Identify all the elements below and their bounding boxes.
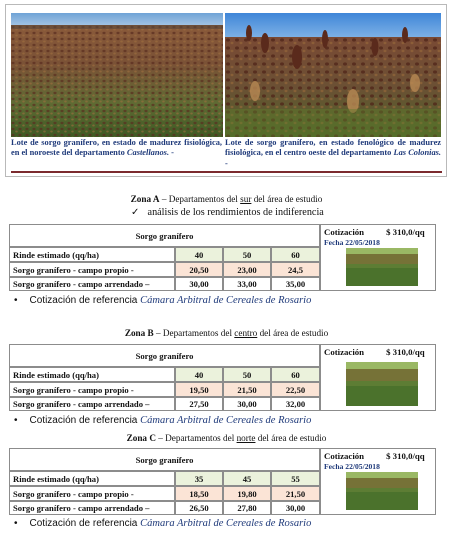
caption-end: - (225, 158, 228, 168)
cotizacion-date: Fecha 22/05/2018 (324, 238, 380, 247)
row-label-propio: Sorgo granífero - campo propio - (9, 262, 175, 277)
bullet-icon: • (14, 295, 18, 306)
cotizacion-box (320, 224, 436, 291)
row-label-rinde: Rinde estimado (qq/ha) (9, 471, 175, 486)
cotizacion-label: Cotización (324, 227, 365, 237)
bullet-source: Cámara Arbitral de Cereales de Rosario (140, 415, 312, 426)
row-label-propio: Sorgo granífero - campo propio - (9, 486, 175, 501)
cotizacion-box (320, 448, 436, 515)
caption-text: Lote de sorgo granífero, en estado fenológico de madurez fisiológica, en el centro oeste del departamento (225, 138, 441, 158)
zone-key: norte (236, 433, 256, 443)
table-header: Sorgo granífero (9, 224, 320, 247)
arrendado-cell: 30,00 (175, 277, 223, 291)
zone-title-suffix: del área de estudio (251, 194, 323, 204)
caption-end: - (169, 148, 174, 158)
zone-b-table (9, 344, 436, 411)
table-header: Sorgo granífero (9, 344, 320, 367)
panel-divider (11, 171, 442, 173)
bullet-prefix: Cotización de referencia (29, 518, 138, 529)
propio-cell: 18,50 (175, 486, 223, 501)
row-label-arrendado: Sorgo granífero - campo arrendado – (9, 397, 175, 411)
rinde-cell: 50 (223, 247, 271, 262)
reference-bullet (14, 518, 311, 529)
rinde-cell: 40 (175, 247, 223, 262)
arrendado-cell: 32,00 (271, 397, 320, 411)
photo-panel (5, 4, 447, 177)
propio-cell: 19,80 (223, 486, 271, 501)
bullet-prefix: Cotización de referencia (29, 415, 138, 426)
cotizacion-label: Cotización (324, 347, 365, 357)
photo-caption-castellanos (11, 138, 222, 169)
sorghum-thumbnail (346, 472, 418, 510)
rinde-cell: 60 (271, 247, 320, 262)
cotizacion-value: $ 310,0/qq (386, 451, 425, 461)
arrendado-cell: 33,00 (223, 277, 271, 291)
bullet-icon: • (14, 518, 18, 529)
sorghum-field-photo-las-colonias (225, 13, 441, 137)
sorghum-thumbnail (346, 248, 418, 286)
bullet-source: Cámara Arbitral de Cereales de Rosario (140, 518, 312, 529)
reference-bullet (14, 295, 311, 306)
zone-title-mid: – Departamentos del (153, 328, 235, 338)
cotizacion-box (320, 344, 436, 411)
row-label-propio: Sorgo granífero - campo propio - (9, 382, 175, 397)
propio-cell: 22,50 (271, 382, 320, 397)
row-label-rinde: Rinde estimado (qq/ha) (9, 367, 175, 382)
rinde-cell: 60 (271, 367, 320, 382)
caption-place: Castellanos. (126, 148, 170, 158)
rinde-cell: 55 (271, 471, 320, 486)
rinde-cell: 35 (175, 471, 223, 486)
row-label-rinde: Rinde estimado (qq/ha) (9, 247, 175, 262)
bullet-prefix: Cotización de referencia (29, 295, 138, 306)
propio-cell: 20,50 (175, 262, 223, 277)
zone-title-mid: – Departamentos del (155, 433, 237, 443)
zone-title-suffix: del área de estudio (257, 328, 329, 338)
caption-text: Lote de sorgo granífero, en estado de madurez fisiológica, en el noroeste del departamento (11, 138, 222, 158)
caption-place: Las Colonias. (393, 148, 441, 158)
arrendado-cell: 30,00 (271, 501, 320, 515)
bullet-source: Cámara Arbitral de Cereales de Rosario (140, 295, 312, 306)
sorghum-field-photo-castellanos (11, 13, 223, 137)
zone-c-title (0, 433, 453, 443)
zone-label: Zona A (130, 194, 160, 204)
rinde-cell: 50 (223, 367, 271, 382)
zone-label: Zona C (126, 433, 156, 443)
zone-c-table (9, 448, 436, 515)
propio-cell: 21,50 (223, 382, 271, 397)
rinde-cell: 45 (223, 471, 271, 486)
table-header: Sorgo granífero (9, 448, 320, 471)
arrendado-cell: 26,50 (175, 501, 223, 515)
check-item (131, 207, 324, 218)
zone-a-table (9, 224, 436, 291)
zone-title-mid: – Departamentos del (159, 194, 241, 204)
check-icon: ✓ (131, 207, 140, 218)
sorghum-thumbnail (346, 362, 418, 406)
propio-cell: 19,50 (175, 382, 223, 397)
propio-cell: 21,50 (271, 486, 320, 501)
cotizacion-value: $ 310,0/qq (386, 347, 425, 357)
check-text: análisis de los rendimientos de indiferencia (147, 207, 324, 218)
cotizacion-label: Cotización (324, 451, 365, 461)
arrendado-cell: 27,50 (175, 397, 223, 411)
photo-caption-las-colonias (225, 138, 441, 169)
row-label-arrendado: Sorgo granífero - campo arrendado – (9, 277, 175, 291)
reference-bullet (14, 415, 311, 426)
arrendado-cell: 35,00 (271, 277, 320, 291)
zone-a-title (0, 194, 453, 204)
zone-key: centro (234, 328, 258, 338)
zone-label: Zona B (124, 328, 154, 338)
propio-cell: 23,00 (223, 262, 271, 277)
zone-b-title (0, 328, 453, 338)
row-label-arrendado: Sorgo granífero - campo arrendado – (9, 501, 175, 515)
arrendado-cell: 30,00 (223, 397, 271, 411)
zone-key: sur (240, 194, 252, 204)
cotizacion-value: $ 310,0/qq (386, 227, 425, 237)
propio-cell: 24,5 (271, 262, 320, 277)
zone-title-suffix: del área de estudio (255, 433, 327, 443)
bullet-icon: • (14, 415, 18, 426)
arrendado-cell: 27,80 (223, 501, 271, 515)
rinde-cell: 40 (175, 367, 223, 382)
cotizacion-date: Fecha 22/05/2018 (324, 462, 380, 471)
